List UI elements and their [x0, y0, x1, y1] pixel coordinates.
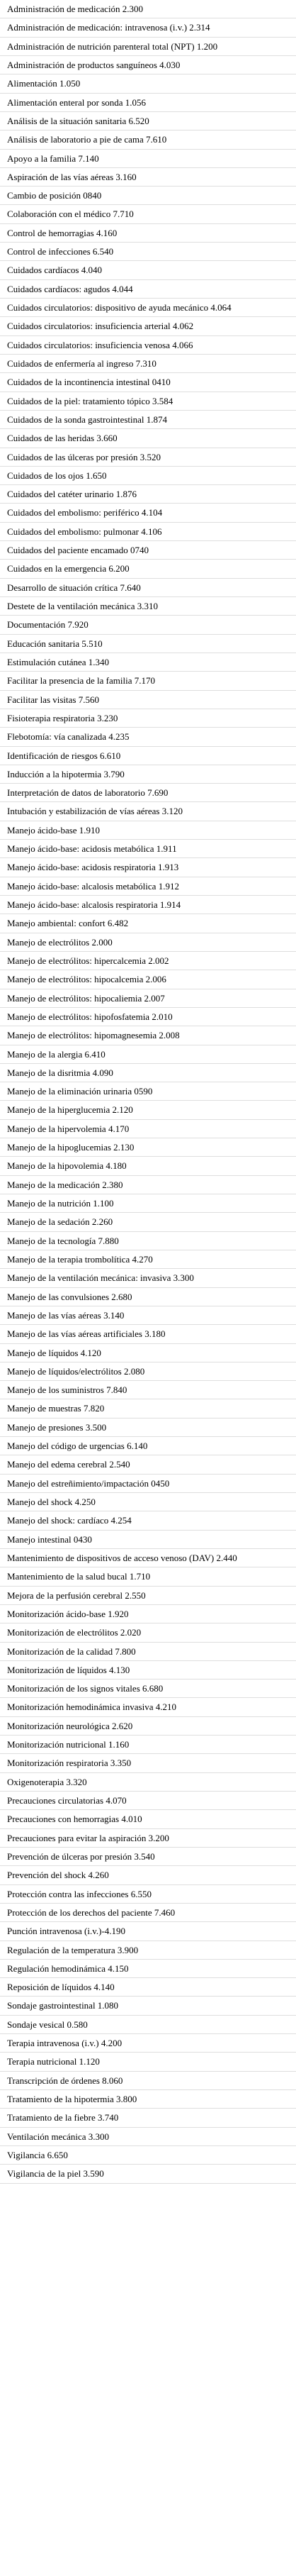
- list-item: Regulación hemodinámica 4.150: [0, 1960, 296, 1978]
- list-item: Prevención del shock 4.260: [0, 1866, 296, 1884]
- list-item: Protección contra las infecciones 6.550: [0, 1885, 296, 1904]
- list-item: Educación sanitaria 5.510: [0, 635, 296, 653]
- list-item: Protección de los derechos del paciente 7.460: [0, 1904, 296, 1922]
- list-item: Manejo del shock: cardíaco 4.254: [0, 1511, 296, 1530]
- list-item: Manejo del edema cerebral 2.540: [0, 1455, 296, 1474]
- list-item: Alimentación 1.050: [0, 74, 296, 93]
- list-item: Administración de medicación: intravenosa (i.v.) 2.314: [0, 18, 296, 37]
- list-item: Cuidados de la sonda gastrointestinal 1.874: [0, 411, 296, 429]
- list-item: Monitorización de líquidos 4.130: [0, 1661, 296, 1680]
- list-item: Cuidados de la incontinencia intestinal 0410: [0, 373, 296, 392]
- list-item: Cuidados de la piel: tratamiento tópico 3.584: [0, 392, 296, 411]
- list-item: Manejo de la alergia 6.410: [0, 1045, 296, 1064]
- list-item: Mantenimiento de la salud bucal 1.710: [0, 1567, 296, 1586]
- list-item: Monitorización de los signos vitales 6.680: [0, 1680, 296, 1698]
- list-item: Cuidados del catéter urinario 1.876: [0, 485, 296, 504]
- list-item: Manejo del estreñimiento/impactación 0450: [0, 1475, 296, 1493]
- list-item: Manejo de electrólitos: hipocalcemia 2.006: [0, 970, 296, 989]
- list-item: Cuidados de los ojos 1.650: [0, 467, 296, 485]
- list-item: Manejo ácido-base: acidosis respiratoria 1.913: [0, 858, 296, 877]
- list-item: Inducción a la hipotermia 3.790: [0, 765, 296, 784]
- list-item: Administración de nutrición parenteral total (NPT) 1.200: [0, 38, 296, 56]
- list-item: Manejo de la sedación 2.260: [0, 1213, 296, 1231]
- list-item: Mejora de la perfusión cerebral 2.550: [0, 1587, 296, 1605]
- list-item: Identificación de riesgos 6.610: [0, 747, 296, 765]
- list-item: Administración de medicación 2.300: [0, 0, 296, 18]
- list-item: Facilitar la presencia de la familia 7.170: [0, 672, 296, 690]
- list-item: Precauciones con hemorragias 4.010: [0, 1810, 296, 1828]
- list-item: Cuidados en la emergencia 6.200: [0, 560, 296, 578]
- list-item: Análisis de laboratorio a pie de cama 7.610: [0, 131, 296, 149]
- list-item: Manejo del shock 4.250: [0, 1493, 296, 1511]
- list-item: Manejo ambiental: confort 6.482: [0, 914, 296, 933]
- list-item: Ventilación mecánica 3.300: [0, 2128, 296, 2146]
- list-item: Manejo de la medicación 2.380: [0, 1176, 296, 1194]
- list-item: Destete de la ventilación mecánica 3.310: [0, 597, 296, 616]
- list-item: Cuidados circulatorios: insuficiencia venosa 4.066: [0, 336, 296, 355]
- list-item: Manejo del código de urgencias 6.140: [0, 1437, 296, 1455]
- list-item: Manejo ácido-base 1.910: [0, 821, 296, 840]
- list-item: Aspiración de las vías aéreas 3.160: [0, 168, 296, 187]
- list-item: Cuidados cardíacos 4.040: [0, 261, 296, 279]
- list-item: Estimulación cutánea 1.340: [0, 653, 296, 672]
- list-item: Manejo de la tecnología 7.880: [0, 1232, 296, 1250]
- list-item: Reposición de líquidos 4.140: [0, 1978, 296, 1997]
- list-item: Tratamiento de la fiebre 3.740: [0, 2109, 296, 2127]
- list-item: Administración de productos sanguíneos 4.030: [0, 56, 296, 74]
- list-item: Sondaje vesical 0.580: [0, 2016, 296, 2034]
- list-item: Monitorización hemodinámica invasiva 4.210: [0, 1698, 296, 1716]
- list-item: Manejo ácido-base: alcalosis respiratoria 1.914: [0, 896, 296, 914]
- list-item: Fisioterapia respiratoria 3.230: [0, 709, 296, 728]
- list-item: Intubación y estabilización de vías aéreas 3.120: [0, 802, 296, 821]
- list-item: Documentación 7.920: [0, 616, 296, 634]
- list-item: Manejo de los suministros 7.840: [0, 1381, 296, 1399]
- list-item: Control de infecciones 6.540: [0, 243, 296, 261]
- list-item: Vigilancia de la piel 3.590: [0, 2165, 296, 2183]
- list-item: Cuidados de enfermería al ingreso 7.310: [0, 355, 296, 373]
- list-item: Mantenimiento de dispositivos de acceso venoso (DAV) 2.440: [0, 1549, 296, 1567]
- list-item: Cambio de posición 0840: [0, 187, 296, 205]
- list-item: Cuidados circulatorios: dispositivo de ayuda mecánico 4.064: [0, 299, 296, 317]
- list-item: Facilitar las visitas 7.560: [0, 691, 296, 709]
- list-item: Manejo de la disritmia 4.090: [0, 1064, 296, 1082]
- list-item: Regulación de la temperatura 3.900: [0, 1941, 296, 1960]
- list-item: Sondaje gastrointestinal 1.080: [0, 1997, 296, 2015]
- list-item: Manejo de electrólitos: hipofosfatemia 2.010: [0, 1008, 296, 1026]
- list-item: Monitorización respiratoria 3.350: [0, 1754, 296, 1772]
- list-item: Vigilancia 6.650: [0, 2146, 296, 2165]
- list-item: Monitorización neurológica 2.620: [0, 1717, 296, 1736]
- list-item: Interpretación de datos de laboratorio 7.690: [0, 784, 296, 802]
- list-item: Manejo de la ventilación mecánica: invasiva 3.300: [0, 1269, 296, 1287]
- list-item: Flebotomía: vía canalizada 4.235: [0, 728, 296, 746]
- list-item: Precauciones para evitar la aspiración 3.200: [0, 1829, 296, 1848]
- list-item: Manejo de la nutrición 1.100: [0, 1194, 296, 1213]
- list-item: Manejo de la eliminación urinaria 0590: [0, 1082, 296, 1101]
- list-item: Apoyo a la familia 7.140: [0, 150, 296, 168]
- list-item: Manejo de la hipovolemia 4.180: [0, 1157, 296, 1175]
- list-item: Manejo de presiones 3.500: [0, 1419, 296, 1437]
- list-item: Prevención de úlceras por presión 3.540: [0, 1848, 296, 1866]
- list-item: Manejo de las convulsiones 2.680: [0, 1288, 296, 1306]
- list-item: Precauciones circulatorias 4.070: [0, 1792, 296, 1810]
- list-item: Manejo de las vías aéreas artificiales 3.180: [0, 1325, 296, 1343]
- list-item: Manejo de electrólitos: hipercalcemia 2.002: [0, 952, 296, 970]
- list-item: Manejo de electrólitos: hipocaliemia 2.007: [0, 989, 296, 1008]
- list-item: Manejo de líquidos 4.120: [0, 1344, 296, 1362]
- list-item: Desarrollo de situación crítica 7.640: [0, 579, 296, 597]
- list-item: Cuidados cardíacos: agudos 4.044: [0, 280, 296, 299]
- list-item: Manejo de la terapia trombolítica 4.270: [0, 1250, 296, 1269]
- list-item: Manejo ácido-base: alcalosis metabólica 1.912: [0, 877, 296, 896]
- list-item: Análisis de la situación sanitaria 6.520: [0, 112, 296, 131]
- list-item: Manejo ácido-base: acidosis metabólica 1.911: [0, 840, 296, 858]
- list-item: Cuidados del paciente encamado 0740: [0, 541, 296, 560]
- list-item: Cuidados de las úlceras por presión 3.520: [0, 448, 296, 467]
- list-item: Oxigenoterapia 3.320: [0, 1773, 296, 1792]
- list-item: Manejo de la hipoglucemias 2.130: [0, 1138, 296, 1157]
- list-item: Control de hemorragias 4.160: [0, 224, 296, 243]
- list-item: Manejo de electrólitos 2.000: [0, 933, 296, 952]
- list-item: Manejo de las vías aéreas 3.140: [0, 1306, 296, 1325]
- list-item: Cuidados del embolismo: periférico 4.104: [0, 504, 296, 522]
- list-item: Cuidados circulatorios: insuficiencia arterial 4.062: [0, 317, 296, 335]
- list-item: Terapia intravenosa (i.v.) 4.200: [0, 2034, 296, 2053]
- list-item: Manejo intestinal 0430: [0, 1531, 296, 1549]
- list-item: Monitorización de electrólitos 2.020: [0, 1623, 296, 1642]
- list-item: Manejo de la hiperglucemia 2.120: [0, 1101, 296, 1119]
- list-item: Terapia nutricional 1.120: [0, 2053, 296, 2071]
- list-item: Manejo de electrólitos: hipomagnesemia 2.008: [0, 1026, 296, 1045]
- list-item: Manejo de la hipervolemia 4.170: [0, 1120, 296, 1138]
- list-item: Monitorización ácido-base 1.920: [0, 1605, 296, 1623]
- list-item: Tratamiento de la hipotermia 3.800: [0, 2090, 296, 2109]
- list-item: Alimentación enteral por sonda 1.056: [0, 94, 296, 112]
- list-item: Cuidados del embolismo: pulmonar 4.106: [0, 523, 296, 541]
- list-item: Colaboración con el médico 7.710: [0, 205, 296, 223]
- list-item: Punción intravenosa (i.v.)-4.190: [0, 1922, 296, 1941]
- list-item: Manejo de líquidos/electrólitos 2.080: [0, 1362, 296, 1381]
- list-item: Monitorización nutricional 1.160: [0, 1736, 296, 1754]
- list-item: Cuidados de las heridas 3.660: [0, 429, 296, 448]
- list-item: Transcripción de órdenes 8.060: [0, 2072, 296, 2090]
- list-item: Manejo de muestras 7.820: [0, 1399, 296, 1418]
- list-item: Monitorización de la calidad 7.800: [0, 1643, 296, 1661]
